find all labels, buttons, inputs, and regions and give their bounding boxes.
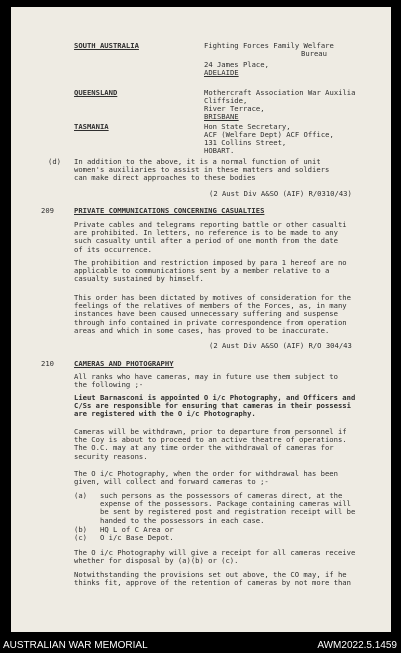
address-line: ADELAIDE — [204, 68, 239, 77]
address-state-qld: QUEENSLAND — [74, 88, 118, 97]
address-line: BRISBANE — [204, 112, 239, 121]
section-210-p6: Notwithstanding the provisions set out above, the CO may, if he thinks fit, approve of the retention of cameras by not more than — [74, 570, 351, 588]
item-label: (c) — [74, 533, 87, 542]
address-line: Mothercraft Association War Auxilia — [204, 88, 356, 97]
section-210-p1: All ranks who have cameras, may in future use them subject to the following ;- — [74, 372, 338, 390]
address-state-tas: TASMANIA — [74, 122, 109, 131]
section-210-p3: Cameras will be withdrawn, prior to departure from personnel if the Coy is about to proceed to an active theatre of operations. The O.C. may at any time order the withdrawal of cameras for security reasons. — [74, 427, 347, 461]
footer-bar — [0, 639, 401, 653]
section-209-number: 209 — [41, 206, 54, 215]
section-209-p2: The prohibition and restriction imposed by para 1 hereof are no applicable to communications sent by a member relative to a casualty sustained by himself. — [74, 258, 347, 284]
section-210-heading: CAMERAS AND PHOTOGRAPHY — [74, 359, 174, 368]
item-label: (a) — [74, 491, 87, 500]
address-line: Cliffside, — [204, 96, 248, 105]
section-209-p3: This order has been dictated by motives of consideration for the feelings of the relatives of members of the Forces, as, in many instances have been caused unnecessary suffering and suspense through info contained in private correspondence from operation areas and which in some cases, has proved to be inaccurate. — [74, 293, 351, 335]
address-line: ACF (Welfare Dept) ACF Office, — [204, 130, 334, 139]
document-page — [11, 7, 391, 632]
address-line: Hon State Secretary, — [204, 122, 291, 131]
section-209-ref: (2 Aust Div A&SO (AIF) R/O 304/43 — [209, 341, 352, 350]
address-state-sa: SOUTH AUSTRALIA — [74, 41, 139, 50]
item-label: (b) — [74, 525, 87, 534]
item-text: HQ L of C Area or — [100, 525, 174, 534]
address-line: Fighting Forces Family Welfare — [204, 41, 334, 50]
para-d-ref: (2 Aust Div A&SO (AIF) R/0310/43) — [209, 189, 352, 198]
footer-accession: AWM2022.5.1459 — [317, 640, 397, 651]
footer-source: AUSTRALIAN WAR MEMORIAL — [3, 640, 148, 651]
section-210-number: 210 — [41, 359, 54, 368]
section-210-p2: Lieut Barnasconi is appointed O i/c Photography, and Officers and C/Ss are responsible for ensuring that cameras in their possessi are registered with the O i/c Photography. — [74, 393, 356, 419]
section-209-heading: PRIVATE COMMUNICATIONS CONCERNING CASUALTIES — [74, 206, 265, 215]
address-line: 24 James Place, — [204, 60, 269, 69]
section-209-p1: Private cables and telegrams reporting battle or other casualti are prohibited. In letters, no reference is to be made to any such casualty until after a period of one month from the date of its occurrence. — [74, 220, 347, 254]
para-d-label: (d) — [48, 157, 61, 166]
address-line: HOBART. — [204, 146, 235, 155]
section-210-p5: The O i/c Photography will give a receipt for all cameras receive whether for disposal by (a)(b) or (c). — [74, 548, 356, 566]
address-line: Bureau — [301, 49, 327, 58]
para-d-text: In addition to the above, it is a normal function of unit women's auxiliaries to assist in these matters and soldiers can make direct approaches to these bodies — [74, 157, 330, 183]
item-text: such persons as the possessors of cameras direct, at the expense of the possessors. Package containing cameras will be sent by registered post and registration receipt will be handed to the possessors in each case. — [100, 491, 356, 525]
item-text: O i/c Base Depot. — [100, 533, 174, 542]
address-line: River Terrace, — [204, 104, 265, 113]
address-line: 131 Collins Street, — [204, 138, 287, 147]
section-210-p4: The O i/c Photography, when the order for withdrawal has been given, will collect and forward cameras to ;- — [74, 469, 338, 487]
